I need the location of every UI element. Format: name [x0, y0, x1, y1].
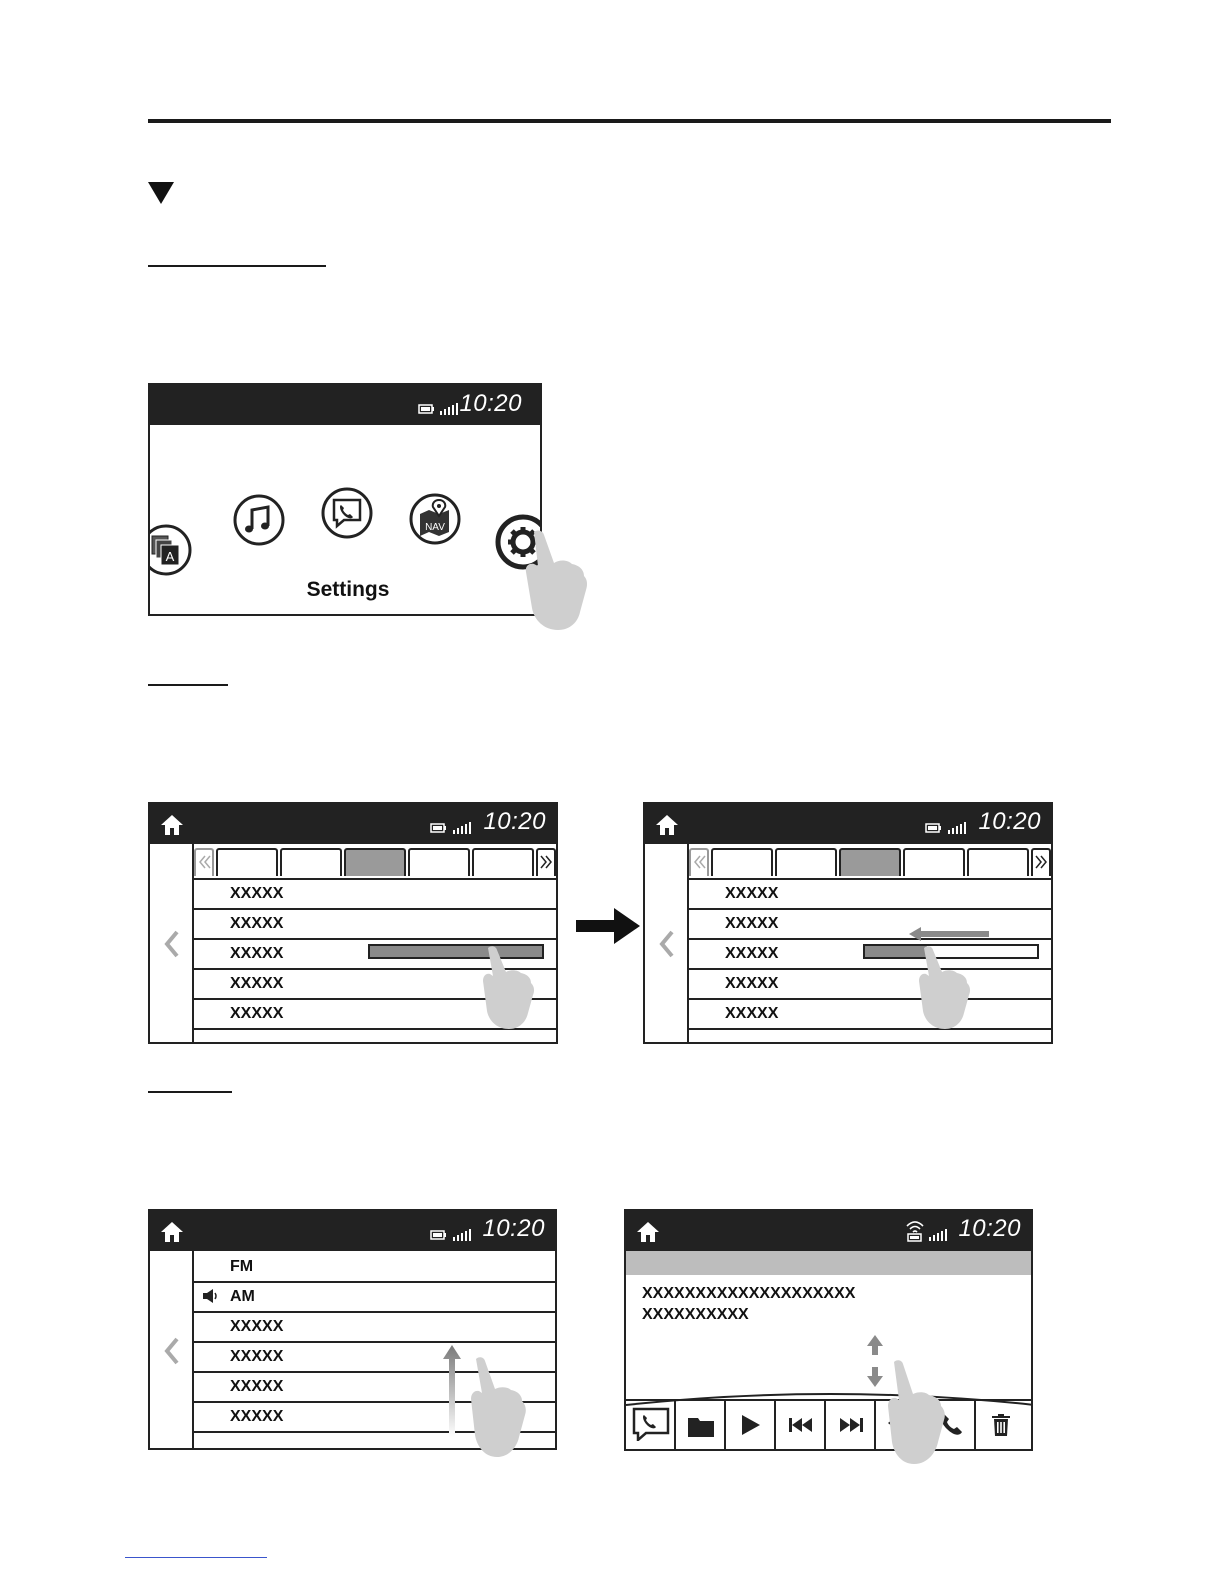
battery-icon — [418, 404, 434, 414]
clock: 10:20 — [978, 808, 1041, 835]
home-icon[interactable] — [160, 1221, 184, 1243]
folder-button[interactable] — [676, 1401, 726, 1449]
status-bar — [150, 385, 540, 425]
drag-hand-icon — [918, 944, 974, 1036]
battery-icon — [925, 823, 941, 833]
section-rule-2 — [148, 684, 228, 686]
list-item-label: AM — [230, 1288, 255, 1305]
trash-icon — [992, 1414, 1010, 1436]
message-header-band — [626, 1251, 1031, 1275]
list-item-label: XXXXX — [230, 1408, 284, 1425]
signal-icon — [929, 1229, 947, 1241]
back-chevron-icon[interactable] — [164, 930, 180, 958]
list-item-label: XXXXX — [725, 945, 779, 962]
list-item-label: XXXXX — [230, 1378, 284, 1395]
list-item-label: XXXXX — [725, 1005, 779, 1022]
tab-4[interactable] — [408, 848, 470, 876]
status-bar — [150, 1211, 555, 1251]
list-item-label: XXXXX — [230, 1005, 284, 1022]
back-panel[interactable] — [645, 844, 689, 1042]
signal-icon — [948, 822, 966, 834]
previous-button[interactable] — [776, 1401, 826, 1449]
call-message-button[interactable] — [626, 1401, 676, 1449]
signal-icon — [453, 822, 471, 834]
tab-prev[interactable] — [194, 848, 214, 876]
tab-next[interactable] — [536, 848, 556, 876]
speaker-icon — [202, 1288, 220, 1304]
list-item-label: FM — [230, 1258, 254, 1275]
list-item[interactable] — [192, 908, 556, 940]
list-item[interactable] — [192, 878, 556, 910]
tab-5[interactable] — [472, 848, 534, 876]
double-chevron-left-icon — [691, 850, 707, 874]
list-item-label: XXXXX — [230, 1348, 284, 1365]
tab-3[interactable] — [344, 848, 406, 876]
arrow-right-icon — [576, 908, 640, 944]
status-bar — [150, 804, 556, 844]
home-icon[interactable] — [636, 1221, 660, 1243]
action-toolbar — [626, 1399, 1031, 1449]
tab-prev[interactable] — [689, 848, 709, 876]
drag-hand-icon — [482, 944, 538, 1036]
list-item[interactable] — [192, 1311, 555, 1343]
tab-2[interactable] — [280, 848, 342, 876]
back-panel[interactable] — [150, 1251, 194, 1448]
list-item[interactable] — [687, 908, 1051, 940]
scroll-updown-arrow-icon — [866, 1335, 884, 1387]
tab-2[interactable] — [775, 848, 837, 876]
tab-4[interactable] — [903, 848, 965, 876]
list-item-label: XXXXX — [725, 975, 779, 992]
status-bar — [626, 1211, 1031, 1251]
home-icon[interactable] — [655, 814, 679, 836]
clock: 10:20 — [482, 1215, 545, 1242]
nav-icon[interactable] — [408, 492, 462, 546]
next-button[interactable] — [826, 1401, 876, 1449]
back-chevron-icon[interactable] — [659, 930, 675, 958]
section-rule-1 — [148, 265, 326, 267]
home-icon[interactable] — [160, 814, 184, 836]
phone-chat-icon — [632, 1407, 670, 1441]
apps-icon[interactable] — [148, 523, 196, 577]
list-item[interactable] — [687, 998, 1051, 1030]
drag-hand-icon — [470, 1355, 530, 1465]
play-icon — [742, 1415, 760, 1435]
battery-icon — [430, 823, 446, 833]
battery-icon — [430, 1230, 446, 1240]
apps-badge: A — [165, 549, 175, 564]
skip-back-icon — [789, 1418, 813, 1432]
message-line-1: XXXXXXXXXXXXXXXXXXXX — [642, 1285, 856, 1302]
list-item-label: XXXXX — [725, 885, 779, 902]
clock: 10:20 — [958, 1215, 1021, 1242]
double-chevron-left-icon — [196, 850, 212, 874]
slider-screen-after — [643, 802, 1053, 1044]
signal-icon — [440, 403, 458, 415]
clock: 10:20 — [483, 808, 546, 835]
double-chevron-right-icon — [1033, 850, 1049, 874]
section-rule-3 — [148, 1091, 232, 1093]
skip-forward-icon — [839, 1418, 863, 1432]
home-screen — [148, 383, 542, 616]
phone-icon[interactable] — [320, 486, 374, 540]
list-item[interactable] — [192, 1281, 555, 1313]
triangle-down-icon — [148, 182, 174, 204]
tab-3[interactable] — [839, 848, 901, 876]
list-item[interactable] — [192, 1251, 555, 1283]
tab-strip — [687, 848, 1051, 880]
footer-link-rule — [125, 1557, 267, 1558]
play-button[interactable] — [726, 1401, 776, 1449]
folder-icon — [688, 1415, 714, 1437]
drag-hand-icon — [886, 1358, 952, 1470]
list-item-label: XXXXX — [725, 915, 779, 932]
signal-icon — [453, 1229, 471, 1241]
back-chevron-icon[interactable] — [164, 1337, 180, 1365]
selected-app-label: Settings — [306, 578, 390, 601]
scroll-up-arrow-icon — [442, 1345, 462, 1437]
back-panel[interactable] — [150, 844, 194, 1042]
list-item-label: XXXXX — [230, 945, 284, 962]
delete-button[interactable] — [976, 1401, 1026, 1449]
message-line-2: XXXXXXXXXX — [642, 1306, 749, 1323]
list-item[interactable] — [687, 968, 1051, 1000]
header-rule — [148, 119, 1111, 123]
status-bar — [645, 804, 1051, 844]
nav-badge: NAV — [425, 522, 445, 533]
wifi-battery-icon — [904, 1218, 926, 1242]
tab-next[interactable] — [1031, 848, 1051, 876]
list-item[interactable] — [687, 938, 1051, 970]
list-item[interactable] — [687, 878, 1051, 910]
tap-hand-icon — [522, 528, 588, 638]
double-chevron-right-icon — [538, 850, 554, 874]
list-item-label: XXXXX — [230, 1318, 284, 1335]
tab-strip — [192, 848, 556, 880]
tab-1[interactable] — [216, 848, 278, 876]
music-icon[interactable] — [232, 493, 286, 547]
list-item-label: XXXXX — [230, 915, 284, 932]
list-item-label: XXXXX — [230, 975, 284, 992]
clock: 10:20 — [459, 390, 522, 417]
list-item-label: XXXXX — [230, 885, 284, 902]
tab-1[interactable] — [711, 848, 773, 876]
message-screen — [624, 1209, 1033, 1451]
tab-5[interactable] — [967, 848, 1029, 876]
